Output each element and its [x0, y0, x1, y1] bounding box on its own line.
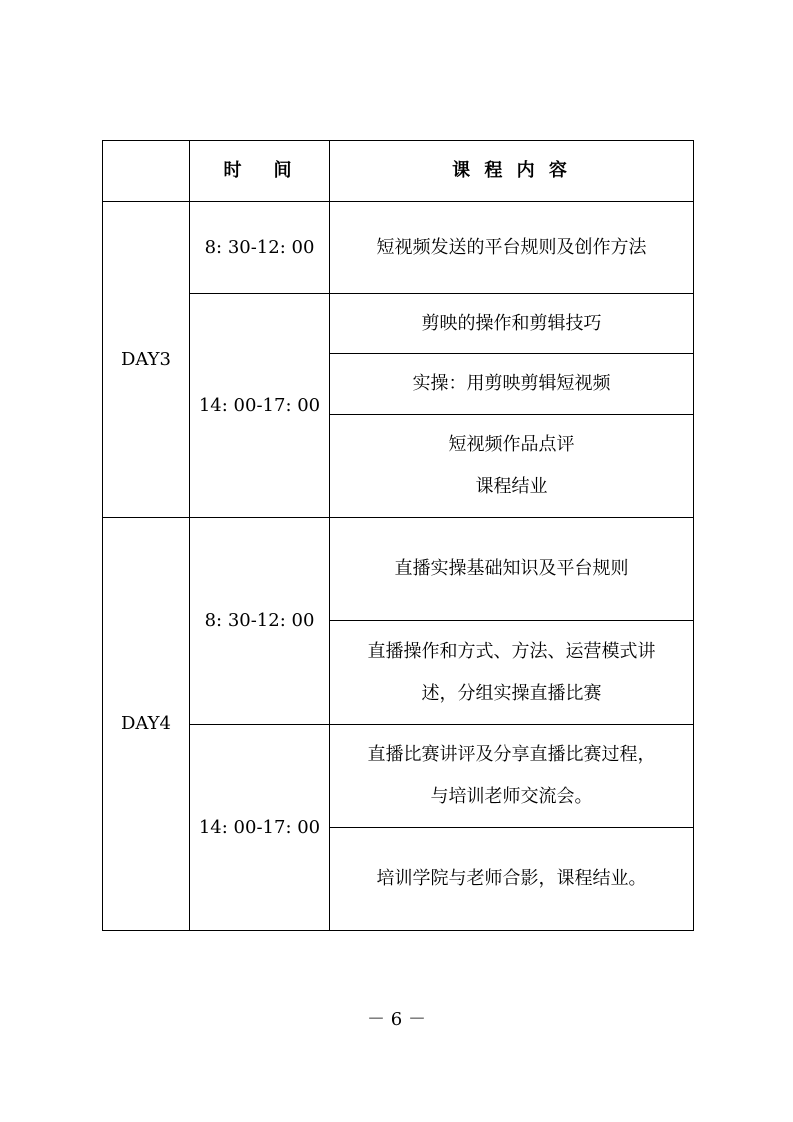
day4-morning-content-2-line2: 述，分组实操直播比赛: [421, 682, 602, 704]
header-time-char2: 间: [273, 160, 296, 181]
day3-afternoon-content-1: 剪映的操作和剪辑技巧: [330, 294, 694, 354]
day3-row-1: [103, 202, 694, 294]
header-time-char1: 时: [223, 160, 246, 181]
day4-morning-content-2: [330, 621, 694, 725]
day4-afternoon-content-1-line2: 与培训老师交流会。: [430, 786, 593, 807]
header-time-cell: [190, 141, 330, 202]
day3-row-2: [103, 294, 694, 354]
day3-morning-content: 短视频发送的平台规则及创作方法: [330, 202, 694, 294]
day3-afternoon-time: 14: 00-17: 00: [190, 294, 330, 518]
day4-morning-content-1: 直播实操基础知识及平台规则: [330, 518, 694, 621]
header-content-cell: 课 程 内 容: [330, 141, 694, 202]
page-number: － 6 －: [367, 1009, 426, 1030]
day4-afternoon-content-2: 培训学院与老师合影，课程结业。: [330, 828, 694, 931]
day3-afternoon-content-3-line2: 课程结业: [475, 476, 548, 497]
header-day-cell: [103, 141, 190, 202]
day3-afternoon-content-3-line1: 短视频作品点评: [448, 434, 575, 455]
day3-label: DAY3: [103, 202, 190, 518]
day4-morning-content-2-line1: 直播操作和方式、方法、运营模式讲: [367, 640, 656, 662]
day3-morning-time: 8: 30-12: 00: [190, 202, 330, 294]
course-schedule-table: [102, 140, 694, 931]
day3-afternoon-content-3: [330, 415, 694, 518]
day3-afternoon-content-2: 实操：用剪映剪辑短视频: [330, 354, 694, 415]
day4-afternoon-time: 14: 00-17: 00: [190, 725, 330, 931]
day4-row-1: [103, 518, 694, 621]
day4-afternoon-content-1: [330, 725, 694, 828]
day4-morning-time: 8: 30-12: 00: [190, 518, 330, 725]
header-row: [103, 141, 694, 202]
day4-row-3: [103, 725, 694, 828]
day4-afternoon-content-1-line1: 直播比赛讲评及分享直播比赛过程，: [367, 744, 656, 765]
day4-label: DAY4: [103, 518, 190, 931]
